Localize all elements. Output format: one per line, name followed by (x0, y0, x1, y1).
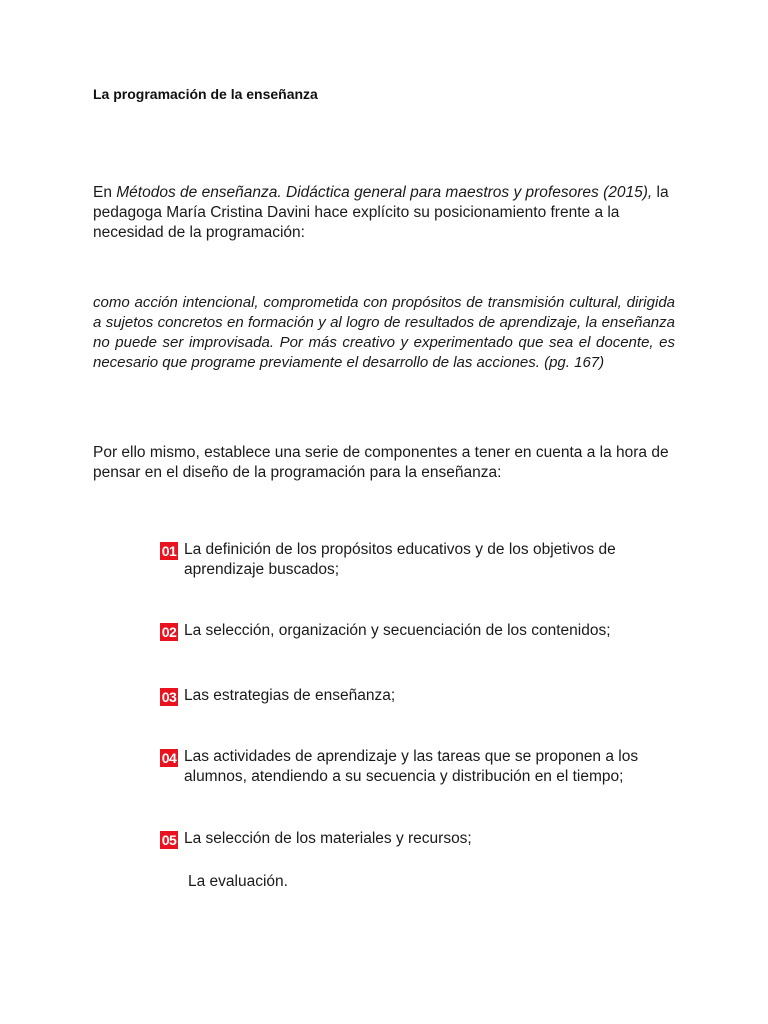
list-item (160, 540, 640, 580)
list-item (160, 686, 640, 706)
list-item-text: La selección, organización y secuenciación de los contenidos; (184, 622, 611, 639)
list-item (160, 621, 640, 641)
intro-paragraph (93, 183, 675, 243)
list-item (160, 747, 640, 787)
intro-prefix: En (93, 184, 117, 201)
number-badge: 02 (161, 624, 177, 640)
list-item (160, 829, 640, 849)
block-quote: como acción intencional, comprometida con propósitos de transmisión cultural, dirigida a sujetos concretos en formación y al logro de resultados de aprendizaje, la enseñanza no puede ser improvisada. Por más creativo y experimentado que sea el docente, es necesario que programe previamente el desarrollo de las acciones. (pg. 167) (93, 294, 675, 371)
number-badge: 05 (161, 832, 177, 848)
last-list-item: La evaluación. (188, 873, 288, 890)
book-title: Métodos de enseñanza. Didáctica general para maestros y profesores (2015), (116, 184, 653, 201)
number-badge: 03 (161, 689, 177, 705)
list-item-text: Las actividades de aprendizaje y las tareas que se proponen a los alumnos, atendiendo a su secuencia y distribución en el tiempo; (184, 748, 639, 785)
follow-paragraph: Por ello mismo, establece una serie de componentes a tener en cuenta a la hora de pensar en el diseño de la programación para la enseñanza: (93, 444, 669, 481)
number-badge: 01 (161, 543, 177, 559)
list-item-text: La selección de los materiales y recursos; (184, 830, 472, 847)
document-title: La programación de la enseñanza (93, 86, 318, 102)
number-badge: 04 (161, 750, 177, 766)
intro-rest: la pedagoga María Cristina Davini hace explícito su posicionamiento frente a la necesidad de la programación: (93, 184, 669, 241)
list-item-text: Las estrategias de enseñanza; (184, 687, 396, 704)
list-item-text: La definición de los propósitos educativos y de los objetivos de aprendizaje buscados; (184, 541, 616, 578)
